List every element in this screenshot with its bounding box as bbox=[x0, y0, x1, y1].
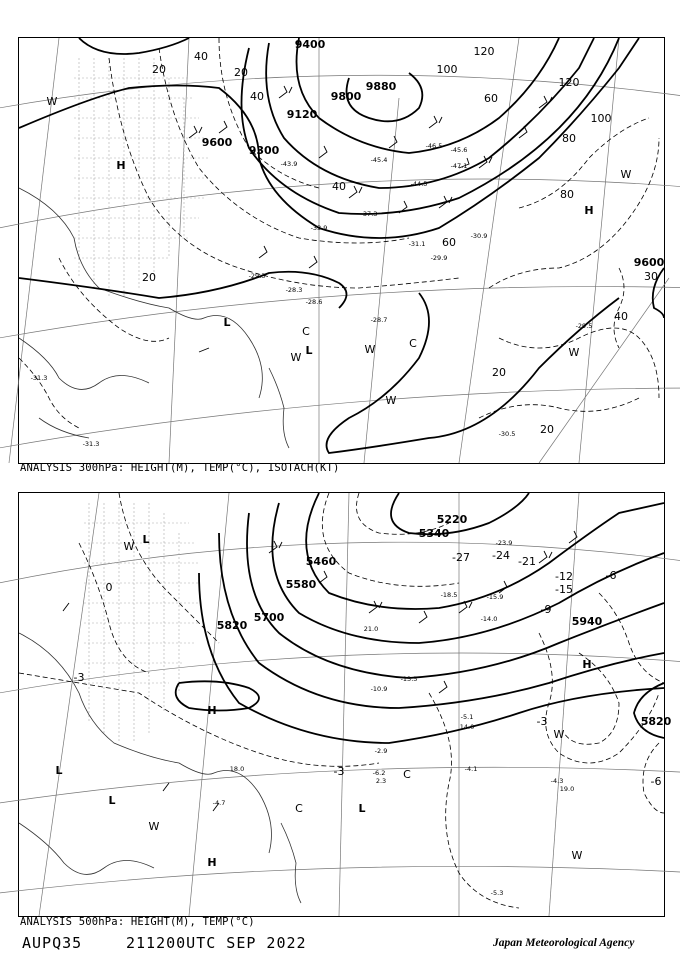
height-label: 5820 bbox=[216, 619, 248, 632]
warm-center-mark: W bbox=[46, 95, 58, 108]
temp-label: -29.9 bbox=[430, 254, 448, 262]
height-labels-300 bbox=[202, 38, 665, 269]
isotach-label: 20 bbox=[234, 66, 248, 79]
wind-barbs-500 bbox=[63, 531, 577, 811]
station-value: 21.0 bbox=[363, 625, 379, 633]
isotherm-label: -6 bbox=[650, 775, 662, 788]
isotach-label: 60 bbox=[484, 92, 498, 105]
isotherm-label: -21 bbox=[518, 555, 536, 568]
station-value: 2.3 bbox=[375, 777, 387, 785]
temp-label: -28.3 bbox=[285, 286, 303, 294]
temp-label: -28.6 bbox=[305, 298, 323, 306]
warm-center-mark: W bbox=[385, 394, 397, 407]
caption-500hpa: ANALYSIS 500hPa: HEIGHT(M), TEMP(°C) bbox=[20, 916, 255, 928]
temp-label: -46.5 bbox=[425, 142, 443, 150]
high-pressure-mark: H bbox=[584, 204, 594, 217]
terrain-hatch-300 bbox=[74, 58, 209, 298]
warm-center-mark: W bbox=[123, 540, 135, 553]
isotherm-label: -6 bbox=[605, 569, 617, 582]
isotach-label: 40 bbox=[194, 50, 208, 63]
isotach-label: 20 bbox=[152, 63, 166, 76]
low-pressure-mark: L bbox=[358, 802, 366, 815]
map-panel-300hpa bbox=[18, 37, 665, 464]
height-label: 5820 bbox=[640, 715, 672, 728]
height-label: 9600 bbox=[201, 136, 233, 149]
warm-center-mark: W bbox=[568, 346, 580, 359]
high-pressure-mark: H bbox=[582, 658, 592, 671]
station-value: -15.9 bbox=[486, 593, 504, 601]
low-pressure-mark: L bbox=[305, 344, 313, 357]
isotherm-labels-500 bbox=[74, 549, 662, 788]
temp-label: -37.3 bbox=[360, 210, 378, 218]
cold-center-mark: C bbox=[302, 325, 310, 338]
valid-time: 211200UTC SEP 2022 bbox=[126, 934, 307, 952]
isotach-label: 80 bbox=[560, 188, 574, 201]
height-label: 5580 bbox=[285, 578, 317, 591]
isotherm-label: 0 bbox=[105, 581, 113, 594]
temp-label: -45.6 bbox=[450, 146, 468, 154]
isotach-label: 40 bbox=[250, 90, 264, 103]
map-500hpa-svg bbox=[19, 493, 672, 916]
station-value: -10.9 bbox=[370, 685, 388, 693]
map-300hpa-svg bbox=[19, 38, 664, 463]
isotach-label: 100 bbox=[436, 63, 458, 76]
station-value: -18.5 bbox=[440, 591, 458, 599]
isotherm-label: -3 bbox=[536, 715, 548, 728]
cold-center-mark: C bbox=[409, 337, 417, 350]
low-pressure-mark: L bbox=[223, 316, 231, 329]
isotach-label: 20 bbox=[492, 366, 506, 379]
isotherm-label: -15 bbox=[555, 583, 573, 596]
warm-center-mark: W bbox=[290, 351, 302, 364]
station-value: -23.9 bbox=[495, 539, 513, 547]
temp-label: -31.3 bbox=[82, 440, 100, 448]
warm-center-mark: W bbox=[571, 849, 583, 862]
isotach-label: 20 bbox=[540, 423, 554, 436]
isotach-label: 80 bbox=[562, 132, 576, 145]
station-value: 14.0 bbox=[459, 723, 475, 731]
caption-300hpa: ANALYSIS 300hPa: HEIGHT(M), TEMP(°C), ISOTACH(KT) bbox=[20, 462, 340, 474]
station-value: -4.7 bbox=[212, 799, 226, 807]
isotach-label: 40 bbox=[332, 180, 346, 193]
temp-label: -43.9 bbox=[280, 160, 298, 168]
cold-center-mark: C bbox=[403, 768, 411, 781]
height-label: 9300 bbox=[248, 144, 280, 157]
warm-center-mark: W bbox=[620, 168, 632, 181]
station-value: -5.3 bbox=[490, 889, 504, 897]
isotherm-label: -27 bbox=[452, 551, 470, 564]
temp-label: -31.3 bbox=[30, 374, 48, 382]
station-value: -5.1 bbox=[460, 713, 474, 721]
temp-label: -44.5 bbox=[410, 180, 428, 188]
temp-label: -28.7 bbox=[370, 316, 388, 324]
station-value: -4.1 bbox=[464, 765, 478, 773]
cold-center-mark: C bbox=[295, 802, 303, 815]
isotach-label: 30 bbox=[644, 270, 658, 283]
isotach-label: 120 bbox=[558, 76, 580, 89]
height-label: 5340 bbox=[418, 527, 450, 540]
height-label: 5460 bbox=[305, 555, 337, 568]
station-value: -13.5 bbox=[400, 675, 418, 683]
temp-label: -30.5 bbox=[498, 430, 516, 438]
warm-center-mark: W bbox=[553, 728, 565, 741]
isotherm-label: -3 bbox=[73, 671, 85, 684]
low-pressure-mark: L bbox=[55, 764, 63, 777]
height-label: 5700 bbox=[253, 611, 285, 624]
high-pressure-mark: H bbox=[207, 704, 217, 717]
station-value: -4.3 bbox=[550, 777, 564, 785]
isotach-label: 20 bbox=[142, 271, 156, 284]
product-code: AUPQ35 bbox=[22, 934, 83, 952]
isotherm-label: -3 bbox=[333, 765, 345, 778]
agency-credit: Japan Meteorological Agency bbox=[493, 937, 635, 949]
isotherm-label: -24 bbox=[492, 549, 510, 562]
map-panel-500hpa bbox=[18, 492, 672, 917]
temp-label: -30.9 bbox=[470, 232, 488, 240]
height-label: 9880 bbox=[365, 80, 397, 93]
temp-label: -29.3 bbox=[248, 272, 266, 280]
isotherm-label: -9 bbox=[540, 603, 552, 616]
station-value: -2.9 bbox=[374, 747, 388, 755]
height-label: 9400 bbox=[294, 38, 326, 51]
station-value: 19.0 bbox=[559, 785, 575, 793]
isotherm-label: -12 bbox=[555, 570, 573, 583]
warm-center-mark: W bbox=[148, 820, 160, 833]
station-value: 18.0 bbox=[229, 765, 245, 773]
temp-label: -45.4 bbox=[370, 156, 388, 164]
temp-label: -33.9 bbox=[310, 224, 328, 232]
low-pressure-mark: L bbox=[108, 794, 116, 807]
height-label: 9600 bbox=[633, 256, 665, 269]
isotach-label: 100 bbox=[590, 112, 612, 125]
height-label: 5940 bbox=[571, 615, 603, 628]
temp-label: -31.1 bbox=[408, 240, 426, 248]
isotach-label: 60 bbox=[442, 236, 456, 249]
high-pressure-mark: H bbox=[207, 856, 217, 869]
isotach-label: 120 bbox=[473, 45, 495, 58]
temp-label: -47.1 bbox=[450, 162, 468, 170]
warm-center-mark: W bbox=[364, 343, 376, 356]
station-value: -14.0 bbox=[480, 615, 498, 623]
pressure-centers-500 bbox=[55, 533, 591, 869]
temp-label: -29.5 bbox=[575, 322, 593, 330]
low-pressure-mark: L bbox=[142, 533, 150, 546]
station-value: -6.2 bbox=[372, 769, 386, 777]
high-pressure-mark: H bbox=[116, 159, 126, 172]
height-label: 9800 bbox=[330, 90, 362, 103]
height-label: 5220 bbox=[436, 513, 468, 526]
height-label: 9120 bbox=[286, 108, 318, 121]
isotach-label: 40 bbox=[614, 310, 628, 323]
